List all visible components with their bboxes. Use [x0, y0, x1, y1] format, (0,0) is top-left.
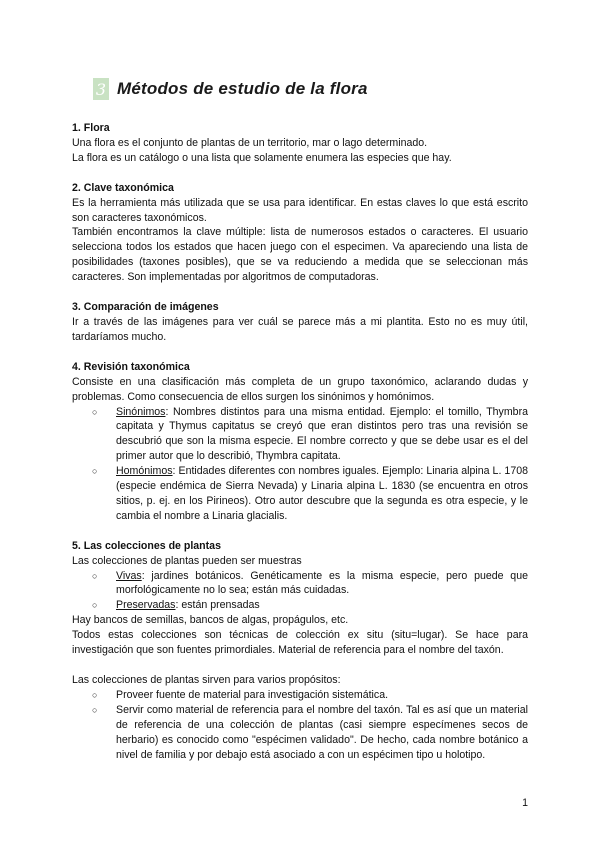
- bullet-list: [72, 569, 528, 614]
- definition: : Nombres distintos para una misma entidad. Ejemplo: el tomillo, Thymbra capitata y Thymus capitatus se creyó que eran distintos pero tras una revisión se descubrió que son la misma especie. El nombre correcto y que se debe usar es el del primer autor que lo describió, Thymbra capitata.: [116, 405, 528, 463]
- section-revision-taxonomica: [72, 360, 528, 524]
- circle-bullet-icon: ○: [92, 704, 98, 715]
- chapter-header: [93, 78, 368, 100]
- page-number: 1: [522, 797, 528, 809]
- term: Vivas: [116, 569, 142, 582]
- section-heading: 2. Clave taxonómica: [72, 181, 174, 194]
- paragraph: Una flora es el conjunto de plantas de un territorio, mar o lago determinado.: [72, 136, 428, 149]
- paragraph: Hay bancos de semillas, bancos de algas, propágulos, etc.: [72, 614, 349, 627]
- list-item: [92, 703, 528, 763]
- list-item: [92, 569, 528, 599]
- section-heading: 3. Comparación de imágenes: [72, 301, 219, 314]
- section-comparacion-imagenes: [72, 300, 528, 345]
- definition: : están prensadas: [175, 599, 260, 612]
- spacer: [72, 658, 528, 673]
- list-item: [92, 688, 528, 703]
- list-item: [92, 405, 528, 465]
- circle-bullet-icon: ○: [92, 406, 98, 417]
- paragraph: La flora es un catálogo o una lista que solamente enumera las especies que hay.: [72, 151, 452, 164]
- list-item-text: Servir como material de referencia para el nombre del taxón. Tal es así que un material de referencia de una colección de plantas (casi siempre especímenes secos de herbario) es conocido como "espécimen validado". De hecho, cada nombre botánico a nivel de familia y por debajo está asociado a con un espécimen tipo u holotipo.: [116, 703, 528, 761]
- term: Sinónimos: [116, 405, 166, 418]
- circle-bullet-icon: ○: [92, 570, 98, 581]
- circle-bullet-icon: ○: [92, 466, 98, 477]
- term: Homónimos: [116, 465, 173, 478]
- paragraph: Consiste en una clasificación más completa de un grupo taxonómico, aclarando dudas y problemas. Como consecuencia de ellos surgen los sinónimos y homónimos.: [72, 375, 528, 403]
- bullet-list: [72, 405, 528, 524]
- bullet-list: [72, 688, 528, 763]
- paragraph: Todos estas colecciones son técnicas de colección ex situ (situ=lugar). Se hace para investigación que son fuentes primordiales. Material de referencia para el nombre del taxón.: [72, 629, 528, 657]
- chapter-number-badge: 3: [93, 78, 109, 100]
- list-item: [92, 598, 528, 613]
- section-clave-taxonomica: [72, 181, 528, 285]
- paragraph: También encontramos la clave múltiple: lista de numerosos estados o caracteres. El usuario selecciona todos los estados que hacen juego con el especimen. Va apareciendo una lista de posibilidades (taxones posibles), que se va reduciendo a medida que se seleccionan más caracteres. Son implementadas por algoritmos de computadoras.: [72, 226, 528, 284]
- circle-bullet-icon: ○: [92, 689, 98, 700]
- list-item: [92, 464, 528, 524]
- chapter-title: Métodos de estudio de la flora: [117, 79, 368, 98]
- definition: : Entidades diferentes con nombres iguales. Ejemplo: Linaria alpina L. 1708 (especie endémica de Sierra Nevada) y Linaria alpina L. 1830 (se encuentra en otros sitios, p. ej. en los Pirineos). Otro autor descubre que la segunda es otra especie, y le cambia el nombre a Linaria glacialis.: [116, 465, 528, 522]
- definition: : jardines botánicos. Genéticamente es la misma especie, pero puede que morfológicamente no lo sea; están más cuidadas.: [116, 569, 528, 597]
- term: Preservadas: [116, 599, 176, 612]
- paragraph: Es la herramienta más utilizada que se usa para identificar. En estas claves lo que está escrito son caracteres taxonómicos.: [72, 196, 528, 224]
- document-body: [72, 121, 528, 762]
- section-colecciones-plantas: [72, 539, 528, 763]
- section-heading: 1. Flora: [72, 122, 110, 134]
- paragraph: Ir a través de las imágenes para ver cuál se parece más a mi plantita. Esto no es muy útil, tardaríamos mucho.: [72, 315, 528, 343]
- section-flora: [72, 121, 528, 166]
- section-heading: 5. Las colecciones de plantas: [72, 539, 221, 552]
- paragraph: Las colecciones de plantas sirven para varios propósitos:: [72, 674, 341, 686]
- list-item-text: Proveer fuente de material para investigación sistemática.: [116, 688, 389, 701]
- section-heading: 4. Revisión taxonómica: [72, 360, 190, 373]
- circle-bullet-icon: ○: [92, 600, 98, 611]
- paragraph: Las colecciones de plantas pueden ser muestras: [72, 554, 302, 567]
